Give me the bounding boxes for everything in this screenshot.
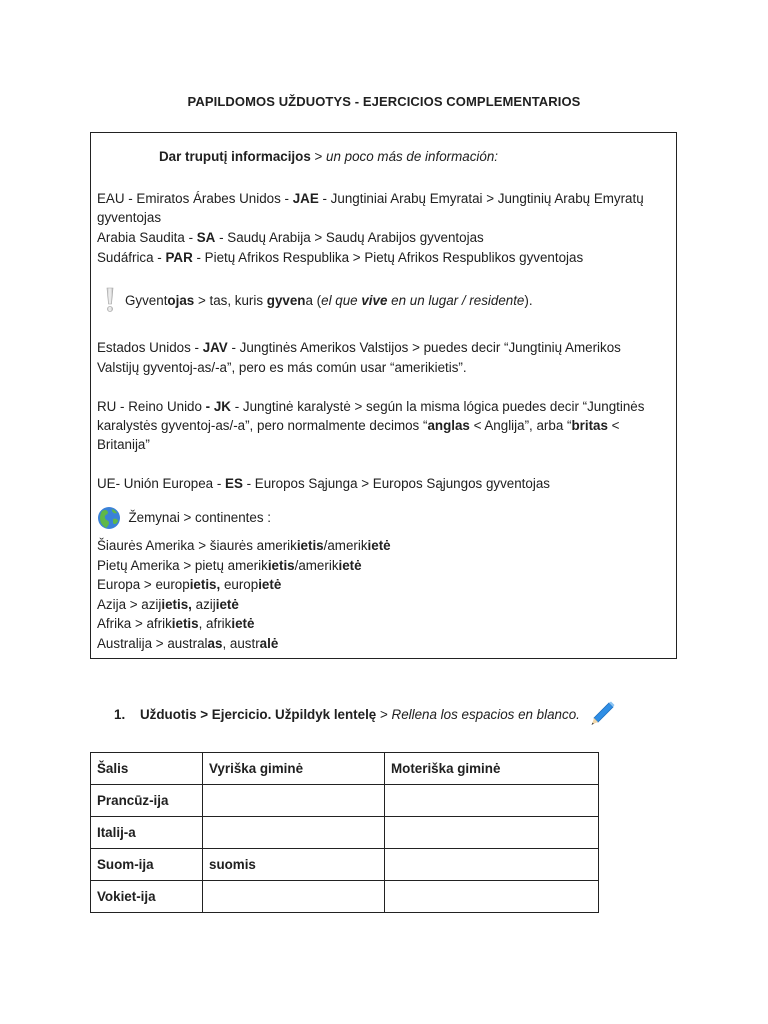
jk-line: RU - Reino Unido - JK - Jungtinė karalystė > según la misma lógica puedes decir “Jungtinės bbox=[97, 399, 645, 414]
header-cell: Šalis bbox=[91, 753, 203, 785]
table-header-row bbox=[91, 753, 599, 785]
feminine-input-cell[interactable] bbox=[385, 785, 599, 817]
masculine-input-cell[interactable] bbox=[203, 881, 385, 913]
pen-icon bbox=[588, 700, 616, 728]
gyventojas-line: Gyventojas > tas, kuris gyvena (el que vive en un lugar / residente). bbox=[103, 289, 533, 313]
eau-line-2: gyventojas bbox=[97, 210, 162, 225]
exercise-table bbox=[90, 752, 599, 913]
globe-americas-icon bbox=[97, 506, 121, 530]
task-instruction: 1. Užduotis > Ejercicio. Užpildyk lentelę > Rellena los espacios en blanco. bbox=[114, 707, 580, 722]
header-cell: Moteriška giminė bbox=[385, 753, 599, 785]
continent-line: Pietų Amerika > pietų amerikietis/amerikietė bbox=[97, 558, 362, 573]
continent-line: Azija > azijietis, azijietė bbox=[97, 597, 239, 612]
masculine-input-cell[interactable]: suomis bbox=[203, 849, 385, 881]
continents-heading: Žemynai > continentes : bbox=[97, 505, 271, 531]
table-row bbox=[91, 881, 599, 913]
es-line: UE- Unión Europea - ES - Europos Sąjunga > Europos Sąjungos gyventojas bbox=[97, 476, 550, 491]
country-cell: Italij-a bbox=[91, 817, 203, 849]
country-cell: Prancūz-ija bbox=[91, 785, 203, 817]
feminine-input-cell[interactable] bbox=[385, 881, 599, 913]
page-title: PAPILDOMOS UŽDUOTYS - EJERCICIOS COMPLEMENTARIOS bbox=[187, 94, 581, 109]
continent-line: Europa > europietis, europietė bbox=[97, 577, 282, 592]
table-row bbox=[91, 817, 599, 849]
masculine-input-cell[interactable] bbox=[203, 817, 385, 849]
jav-line-2: Valstijų gyventoj-as/-a”, pero es más común usar “amerikietis”. bbox=[97, 360, 467, 375]
table-row bbox=[91, 785, 599, 817]
country-cell: Suom-ija bbox=[91, 849, 203, 881]
sa-line: Arabia Saudita - SA - Saudų Arabija > Saudų Arabijos gyventojas bbox=[97, 230, 484, 245]
feminine-input-cell[interactable] bbox=[385, 849, 599, 881]
header-cell: Vyriška giminė bbox=[203, 753, 385, 785]
jav-line: Estados Unidos - JAV - Jungtinės Amerikos Valstijos > puedes decir “Jungtinių Amerikos bbox=[97, 340, 621, 355]
eau-line: EAU - Emiratos Árabes Unidos - JAE - Jungtiniai Arabų Emyratai > Jungtinių Arabų Emyratų bbox=[97, 191, 644, 206]
info-heading: Dar truputį informacijos > un poco más de información: bbox=[159, 149, 498, 164]
exclamation-icon bbox=[103, 289, 125, 313]
masculine-input-cell[interactable] bbox=[203, 785, 385, 817]
jk-line-2: karalystės gyventoj-as/-a”, pero normalmente decimos “anglas < Anglija”, arba “britas < bbox=[97, 418, 620, 433]
par-line: Sudáfrica - PAR - Pietų Afrikos Respublika > Pietų Afrikos Respublikos gyventojas bbox=[97, 250, 584, 265]
continent-line: Šiaurės Amerika > šiaurės amerikietis/amerikietė bbox=[97, 538, 391, 553]
table-row bbox=[91, 849, 599, 881]
info-box bbox=[90, 132, 677, 659]
country-cell: Vokiet-ija bbox=[91, 881, 203, 913]
jk-line-3: Britanija” bbox=[97, 437, 150, 452]
continent-line: Australija > australas, australė bbox=[97, 636, 279, 651]
continent-line: Afrika > afrikietis, afrikietė bbox=[97, 616, 255, 631]
feminine-input-cell[interactable] bbox=[385, 817, 599, 849]
